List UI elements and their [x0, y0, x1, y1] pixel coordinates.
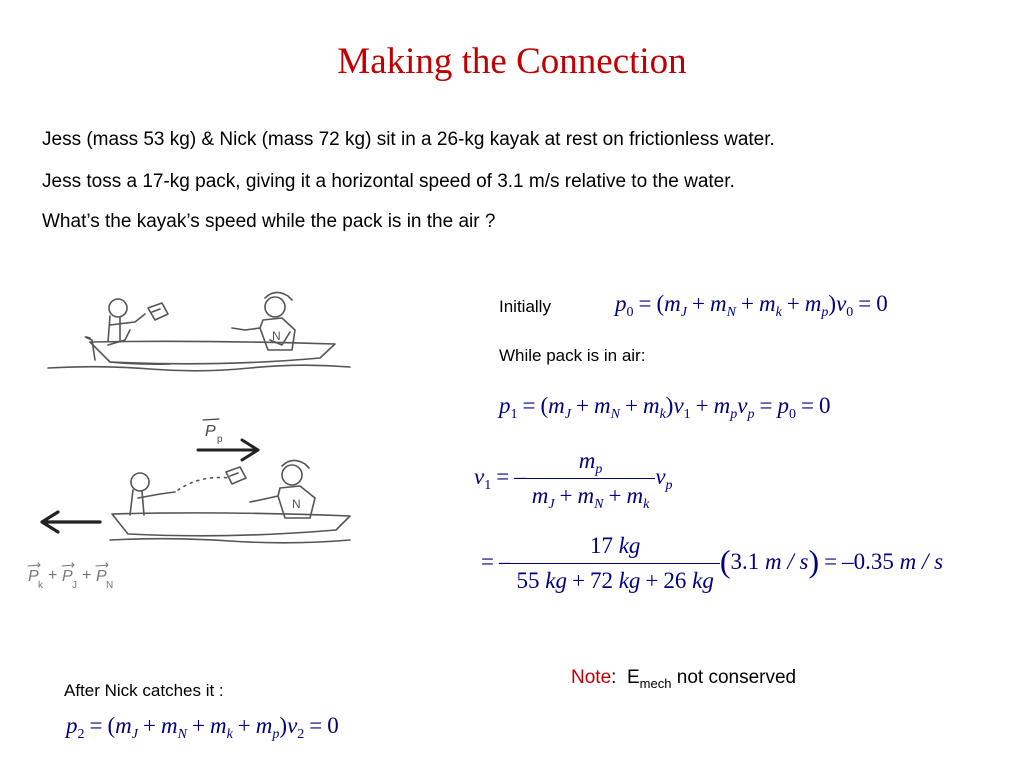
nick-head-toss: [282, 465, 302, 485]
kayak-momentum-arrow: [42, 512, 100, 532]
problem-line-3: What’s the kayak’s speed while the pack is in the air ?: [42, 211, 496, 232]
svg-text:+: +: [48, 567, 58, 584]
pack-in-hand: [148, 303, 168, 320]
kayak-scene-initial: [48, 292, 350, 370]
sum-sub-k: k: [38, 580, 43, 591]
unit-kg-kayak: kg: [692, 568, 714, 593]
note-quantity: E: [626, 667, 640, 688]
note-text: not conserved: [676, 667, 797, 688]
problem-line-2: Jess toss a 17-kg pack, giving it a horizontal speed of 3.1 m/s relative to the water.: [42, 171, 735, 192]
kayak-scene-toss: [42, 419, 350, 543]
unit-kg-nick: kg: [618, 568, 641, 593]
value-mass-nick: 72: [589, 568, 613, 593]
equation-v1-symbolic: $v_1$ = – $\frac{m_p}{m_J + m_N + m_k}$ $v_p$: [474, 448, 673, 512]
equation-final-momentum: $p_2 = (m_J + m_N + m_k + m_p)v_2 = 0$: [66, 713, 339, 742]
equation-air-momentum: $p_1 = (m_J + m_N + m_k)v_1 + m_pv_p = p_0 = 0$: [499, 393, 831, 422]
sum-p-k: P: [28, 568, 39, 585]
note: [571, 667, 796, 691]
unit-kg-pack: kg: [618, 533, 641, 558]
kayak-hull-toss: [112, 513, 350, 536]
value-mass-pack: 17: [589, 533, 613, 558]
pack-vector-sub: p: [217, 434, 223, 445]
slide-title: Making the Connection: [337, 41, 687, 82]
svg-text:+: +: [82, 567, 92, 584]
sum-sub-n: N: [106, 580, 114, 591]
value-kayak-speed: –0.35: [842, 548, 894, 574]
sum-sub-j: J: [72, 580, 77, 591]
label-initially: Initially: [499, 297, 551, 316]
kayak-illustration: [20, 270, 400, 610]
unit-kg-jess: kg: [545, 568, 567, 593]
nick-label-toss: N: [292, 497, 301, 511]
unit-pack-speed: m / s: [765, 548, 809, 574]
unit-kayak-speed: m / s: [899, 548, 944, 574]
pack-vector-label: P: [205, 423, 216, 440]
note-label: Note: [571, 667, 612, 688]
value-mass-kayak: 26: [663, 568, 687, 593]
nick-label-initial: N: [272, 329, 281, 343]
jess-head-initial: [109, 299, 127, 317]
value-pack-speed: 3.1: [730, 548, 760, 574]
value-mass-jess: 55: [516, 568, 540, 593]
pack-momentum-arrow: [198, 440, 258, 460]
momentum-sum-label: [28, 567, 113, 591]
note-subscript: mech: [639, 675, 672, 691]
equation-v1-numeric: = – $\frac{17 kg}{55 kg + 72 kg + 26 kg}$ (3.1 m / s) = –0.35 m / s: [481, 533, 944, 593]
label-after-catch: After Nick catches it :: [64, 681, 224, 700]
sum-p-j: P: [62, 568, 73, 585]
nick-head-initial: [265, 297, 285, 317]
sum-p-n: P: [96, 568, 107, 585]
kayak-hull-initial: [90, 341, 335, 363]
jess-head-toss: [131, 473, 149, 491]
problem-line-1: Jess (mass 53 kg) & Nick (mass 72 kg) sit in a 26-kg kayak at rest on frictionless water.: [42, 129, 775, 150]
label-while-in-air: While pack is in air:: [499, 346, 646, 365]
pack-in-air: [226, 467, 246, 484]
note-colon: :: [611, 667, 617, 688]
equation-initial-momentum: $p_0 = (m_J + m_N + m_k + m_p)v_0 = 0$: [615, 291, 888, 320]
